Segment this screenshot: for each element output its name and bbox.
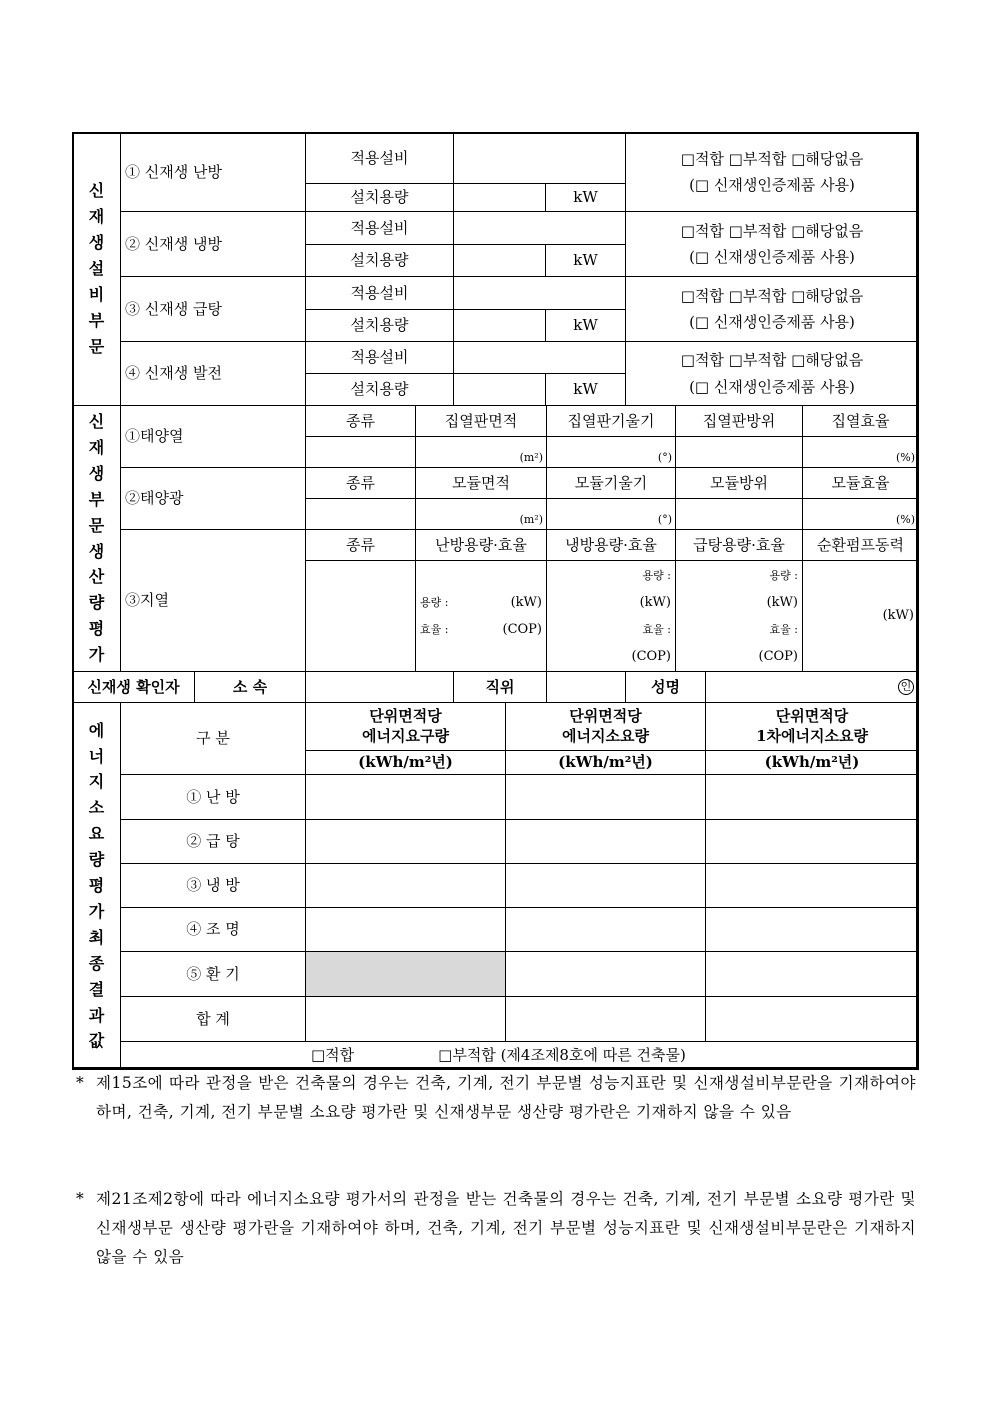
eff-label: 효율 : — [769, 623, 798, 636]
result-checkboxes: □적합 □부적합 □해당없음 — [680, 149, 864, 168]
evaluation-form — [72, 132, 918, 1069]
energy-value-input[interactable] — [305, 774, 506, 820]
solar_pv-header: 모듈방위 — [675, 467, 803, 499]
energy-value-input[interactable] — [505, 951, 706, 997]
section1-result[interactable] — [625, 211, 919, 277]
equipment-label: 적용설비 — [305, 132, 454, 184]
geothermal-header: 순환펌프동력 — [802, 529, 919, 561]
solar_thermal-header: 종류 — [305, 405, 416, 437]
solar_thermal-input[interactable] — [546, 436, 676, 468]
col-header-line2: 에너지소요량 — [562, 726, 649, 745]
eff-label: 효율 : — [642, 623, 671, 636]
cap-label: 용량 : — [642, 569, 671, 582]
capacity-label: 설치용량 — [305, 373, 454, 406]
capacity-unit: kW — [545, 183, 626, 212]
energy-row-label: ③ 냉 방 — [120, 863, 306, 908]
result-pass-checkbox: □적합 — [311, 1046, 355, 1065]
energy-value-input[interactable] — [505, 996, 706, 1042]
geothermal-pump-input[interactable] — [802, 560, 919, 672]
energy-value-input[interactable] — [305, 863, 506, 908]
geothermal-cooling-input[interactable] — [546, 560, 676, 672]
seal-mark: 인 — [898, 679, 914, 695]
energy-value-input[interactable] — [305, 951, 506, 997]
note-1 — [76, 1069, 916, 1127]
energy-row-label: ⑤ 환 기 — [120, 951, 306, 997]
confirmer-label: 신재생 확인자 — [72, 671, 195, 703]
solar_pv-input[interactable] — [305, 498, 416, 530]
cop-unit: (COP) — [631, 649, 671, 664]
solar_thermal-name: ①태양열 — [120, 405, 306, 468]
energy-value-input[interactable] — [505, 819, 706, 864]
equipment-input[interactable] — [453, 341, 626, 374]
equipment-input[interactable] — [453, 276, 626, 310]
capacity-unit: kW — [545, 309, 626, 342]
solar_thermal-header: 집열판기울기 — [546, 405, 676, 437]
equipment-label: 적용설비 — [305, 211, 454, 245]
capacity-input[interactable] — [453, 373, 546, 406]
solar_pv-input[interactable] — [415, 498, 547, 530]
geothermal-hotwater-input[interactable] — [675, 560, 803, 672]
geothermal-header: 난방용량·효율 — [415, 529, 547, 561]
energy-col-unit: (kWh/m²년) — [705, 750, 919, 775]
kw-unit: (kW) — [882, 607, 914, 623]
kw-unit: (kW) — [510, 595, 542, 610]
energy-col-header — [305, 702, 506, 751]
note-2 — [76, 1185, 916, 1272]
result-fail-checkbox: □부적합 (제4조제8호에 따른 건축물) — [438, 1046, 686, 1065]
solar_pv-header: 모듈기울기 — [546, 467, 676, 499]
section1-row-name: ② 신재생 냉방 — [120, 211, 306, 277]
solar_pv-input[interactable] — [675, 498, 803, 530]
geothermal-heating-input[interactable] — [415, 560, 547, 672]
energy-row-label: ④ 조 명 — [120, 907, 306, 952]
note-2-marker: * — [76, 1190, 84, 1208]
affiliation-input[interactable] — [305, 671, 454, 703]
col-header-line1: 단위면적당 — [775, 707, 849, 725]
section1-row-name: ③ 신재생 급탕 — [120, 276, 306, 342]
energy-value-input[interactable] — [705, 996, 919, 1042]
solar_thermal-input[interactable] — [415, 436, 547, 468]
energy-value-input[interactable] — [305, 907, 506, 952]
capacity-label: 설치용량 — [305, 183, 454, 212]
geothermal-header: 급탕용량·효율 — [675, 529, 803, 561]
capacity-input[interactable] — [453, 183, 546, 212]
solar_thermal-input[interactable] — [675, 436, 803, 468]
section3-title-text: 에너지소요량평가최종결과값 — [88, 720, 105, 1051]
note-1-text: 제15조에 따라 관정을 받은 건축물의 경우는 건축, 기계, 전기 부문별 성능지표란 및 신재생설비부문란을 기재하여야 하며, 건축, 기계, 전기 부문별 소요량 평가란 및 신재생부문 생산량 평가란은 기재하지 않을 수 있음 — [96, 1074, 916, 1121]
cop-unit: (COP) — [758, 649, 798, 664]
energy-value-input[interactable] — [705, 774, 919, 820]
solar_pv-unit: (°) — [657, 513, 672, 527]
cap-label: 용량 : — [420, 596, 449, 609]
geothermal-header: 냉방용량·효율 — [546, 529, 676, 561]
equipment-label: 적용설비 — [305, 276, 454, 310]
result-checkboxes: □적합 □부적합 □해당없음 — [680, 286, 864, 305]
final-result[interactable] — [120, 1041, 919, 1070]
position-label: 직위 — [453, 671, 547, 703]
solar_pv-input[interactable] — [546, 498, 676, 530]
geothermal-type-input[interactable] — [305, 560, 416, 672]
cert-checkbox: (□ 신재생인증제품 사용) — [689, 248, 855, 266]
energy-col-unit: (kWh/m²년) — [505, 750, 706, 775]
equipment-input[interactable] — [453, 211, 626, 245]
solar_thermal-input[interactable] — [802, 436, 919, 468]
solar_thermal-unit: (°) — [657, 451, 672, 465]
result-checkboxes: □적합 □부적합 □해당없음 — [680, 351, 864, 370]
section1-title — [72, 132, 121, 406]
solar_thermal-header: 집열효율 — [802, 405, 919, 437]
solar_thermal-input[interactable] — [305, 436, 416, 468]
energy-value-input[interactable] — [505, 863, 706, 908]
name-label: 성명 — [625, 671, 706, 703]
name-input[interactable] — [705, 671, 919, 703]
note-1-marker: * — [76, 1074, 84, 1092]
section1-result[interactable] — [625, 341, 919, 406]
energy-row-label: ② 급 탕 — [120, 819, 306, 864]
equipment-label: 적용설비 — [305, 341, 454, 374]
solar_pv-unit: (%) — [895, 513, 915, 527]
solar_pv-input[interactable] — [802, 498, 919, 530]
section3-title — [72, 702, 121, 1070]
capacity-input[interactable] — [453, 244, 546, 277]
eff-label: 효율 : — [420, 623, 449, 636]
solar_pv-header: 종류 — [305, 467, 416, 499]
geothermal-name: ③지열 — [120, 529, 306, 672]
energy-value-input[interactable] — [705, 951, 919, 997]
energy-value-input[interactable] — [505, 774, 706, 820]
section1-result[interactable] — [625, 132, 919, 212]
kw-unit: (kW) — [766, 595, 798, 610]
cert-checkbox: (□ 신재생인증제품 사용) — [689, 313, 855, 331]
section1-title-text: 신재생설비부문 — [88, 181, 105, 356]
col-header-line1: 단위면적당 — [569, 707, 642, 725]
solar_pv-unit: (m²) — [519, 513, 543, 527]
energy-col-header — [505, 702, 706, 751]
energy-value-input[interactable] — [305, 819, 506, 864]
kw-unit: (kW) — [639, 595, 671, 610]
energy-col-header — [705, 702, 919, 751]
solar_pv-header: 모듈면적 — [415, 467, 547, 499]
solar_thermal-unit: (m²) — [519, 451, 543, 465]
equipment-input[interactable] — [453, 132, 626, 184]
solar_pv-header: 모듈효율 — [802, 467, 919, 499]
result-checkboxes: □적합 □부적합 □해당없음 — [680, 221, 864, 240]
note-2-text: 제21조제2항에 따라 에너지소요량 평가서의 관정을 받는 건축물의 경우는 건축, 기계, 전기 부문별 소요량 평가란 및 신재생부문 생산량 평가란을 기재하여야 하며, 건축, 기계, 전기 부문별 성능지표란 및 신재생설비부문란은 기재하지 않을 수 있음 — [96, 1190, 916, 1266]
energy-value-input[interactable] — [505, 907, 706, 952]
energy-col-unit: (kWh/m²년) — [305, 750, 506, 775]
solar_thermal-header: 집열판면적 — [415, 405, 547, 437]
section1-result[interactable] — [625, 276, 919, 342]
col-header-line2: 1차에너지소요량 — [756, 726, 868, 745]
solar_thermal-unit: (%) — [895, 451, 915, 465]
capacity-input[interactable] — [453, 309, 546, 342]
energy-row-label: 합 계 — [120, 996, 306, 1042]
solar_thermal-header: 집열판방위 — [675, 405, 803, 437]
section2-title — [72, 405, 121, 672]
energy-value-input[interactable] — [705, 863, 919, 908]
position-input[interactable] — [546, 671, 626, 703]
section1-row-name: ① 신재생 난방 — [120, 132, 306, 212]
capacity-label: 설치용량 — [305, 244, 454, 277]
capacity-label: 설치용량 — [305, 309, 454, 342]
energy-value-input[interactable] — [705, 907, 919, 952]
solar_pv-name: ②태양광 — [120, 467, 306, 530]
energy-value-input[interactable] — [305, 996, 506, 1042]
col-header-line1: 단위면적당 — [369, 707, 442, 725]
cert-checkbox: (□ 신재생인증제품 사용) — [689, 176, 855, 194]
energy-value-input[interactable] — [705, 819, 919, 864]
cert-checkbox: (□ 신재생인증제품 사용) — [689, 377, 855, 396]
section1-row-name: ④ 신재생 발전 — [120, 341, 306, 406]
cop-unit: (COP) — [502, 622, 542, 637]
capacity-unit: kW — [545, 373, 626, 406]
col-header-line2: 에너지요구량 — [362, 726, 449, 745]
section2-title-text: 신재생부문생산량평가 — [88, 411, 105, 665]
cap-label: 용량 : — [769, 569, 798, 582]
geothermal-header: 종류 — [305, 529, 416, 561]
energy-row-label: ① 난 방 — [120, 774, 306, 820]
capacity-unit: kW — [545, 244, 626, 277]
affiliation-label: 소 속 — [194, 671, 306, 703]
division-header: 구 분 — [120, 702, 306, 775]
